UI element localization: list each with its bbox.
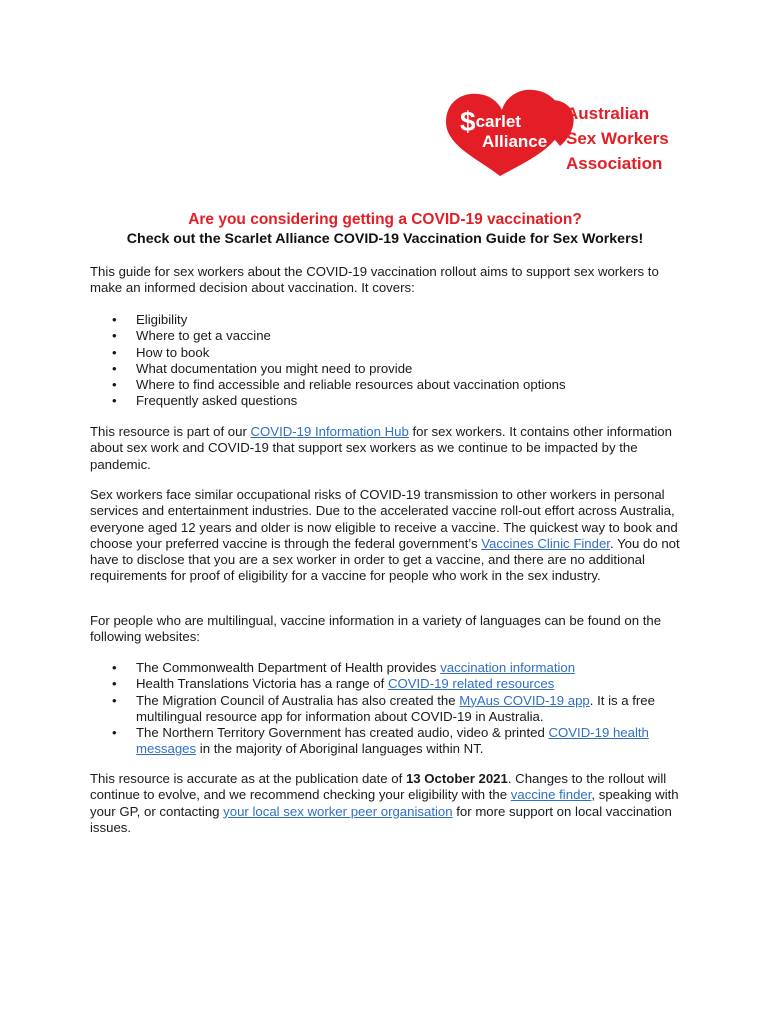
- list-item: • Where to find accessible and reliable resources about vaccination options: [90, 377, 690, 393]
- list-item: • The Migration Council of Australia has also created the MyAus COVID-19 app. It is a free multilingual resource app for information about COVID-19 in Australia.: [90, 693, 690, 726]
- logo-assoc-line2: Sex Workers: [566, 129, 669, 148]
- resources-list: [90, 660, 690, 758]
- list-item: • Frequently asked questions: [90, 393, 690, 409]
- logo-brand-text: [460, 106, 548, 152]
- list-item: • How to book: [90, 345, 690, 361]
- covers-list-block: [90, 312, 690, 410]
- health-messages-link[interactable]: COVID-19 health messages: [136, 725, 649, 757]
- list-item: • Eligibility: [90, 312, 690, 328]
- logo-association-text: [566, 101, 669, 176]
- intro-paragraph: This guide for sex workers about the COVID-19 vaccination rollout aims to support sex workers to make an informed decision about vaccination. It covers:: [90, 264, 659, 296]
- logo-brand-line1: carlet: [475, 112, 521, 131]
- accuracy-paragraph: This resource is accurate as at the publication date of 13 October 2021. Changes to the rollout will continue to evolve, and we recommend checking your eligibility with the vaccine finder, speaking with your GP, or contacting your local sex worker peer organisation for more support on local vaccination issues.: [90, 771, 679, 835]
- logo-brand-line2: Alliance: [482, 132, 548, 151]
- vaccine-finder-link[interactable]: vaccine finder: [510, 787, 592, 803]
- list-item: • Where to get a vaccine: [90, 328, 690, 344]
- list-item: • The Commonwealth Department of Health provides vaccination information: [90, 660, 690, 676]
- list-item: • The Northern Territory Government has created audio, video & printed COVID-19 health messages in the majority of Aboriginal languages within NT.: [90, 725, 690, 758]
- vaccines-clinic-finder-link[interactable]: Vaccines Clinic Finder: [481, 535, 610, 551]
- logo-dollar-s: $: [460, 106, 476, 137]
- covid-related-resources-link[interactable]: COVID-19 related resources: [387, 676, 555, 692]
- hub-paragraph: This resource is part of our COVID-19 Information Hub for sex workers. It contains other information about sex work and COVID-19 that support sex workers as we continue to be impacted by the pandemic.: [90, 424, 672, 472]
- logo-assoc-line3: Association: [566, 154, 663, 173]
- vaccination-information-link[interactable]: vaccination information: [440, 660, 576, 675]
- publication-date: 13 October 2021: [405, 771, 508, 786]
- resources-list-block: [90, 660, 690, 758]
- list-item: • What documentation you might need to provide: [90, 361, 690, 377]
- page-title: Are you considering getting a COVID-19 vaccination?: [188, 211, 582, 228]
- multilingual-paragraph: For people who are multilingual, vaccine information in a variety of languages can be found on the following websites:: [90, 613, 662, 645]
- peer-organisation-link[interactable]: your local sex worker peer organisation: [223, 803, 453, 819]
- list-item: • Health Translations Victoria has a range of COVID-19 related resources: [90, 676, 690, 692]
- scarlet-alliance-logo: [440, 88, 690, 180]
- covid-info-hub-link[interactable]: COVID-19 Information Hub: [250, 424, 409, 439]
- covers-list: [90, 312, 690, 410]
- myaus-app-link[interactable]: MyAus COVID-19 app: [459, 692, 590, 708]
- page-subtitle: Check out the Scarlet Alliance COVID-19 Vaccination Guide for Sex Workers!: [126, 231, 644, 247]
- logo-assoc-line1: Australian: [566, 104, 650, 123]
- risks-paragraph: Sex workers face similar occupational risks of COVID-19 transmission to other workers in personal services and entertainment industries. Due to the accelerated vaccine roll-out effort across Australia, everyone aged 12 years and older is now eligible to receive a vaccine. The quickest way to book and choose your preferred vaccine is through the federal government’s Vaccines Clinic Finder. You do not have to disclose that you are a sex worker in order to get a vaccine, and there are no additional requirements for proof of eligibility for a vaccine for people who work in the sex industry.: [90, 487, 680, 584]
